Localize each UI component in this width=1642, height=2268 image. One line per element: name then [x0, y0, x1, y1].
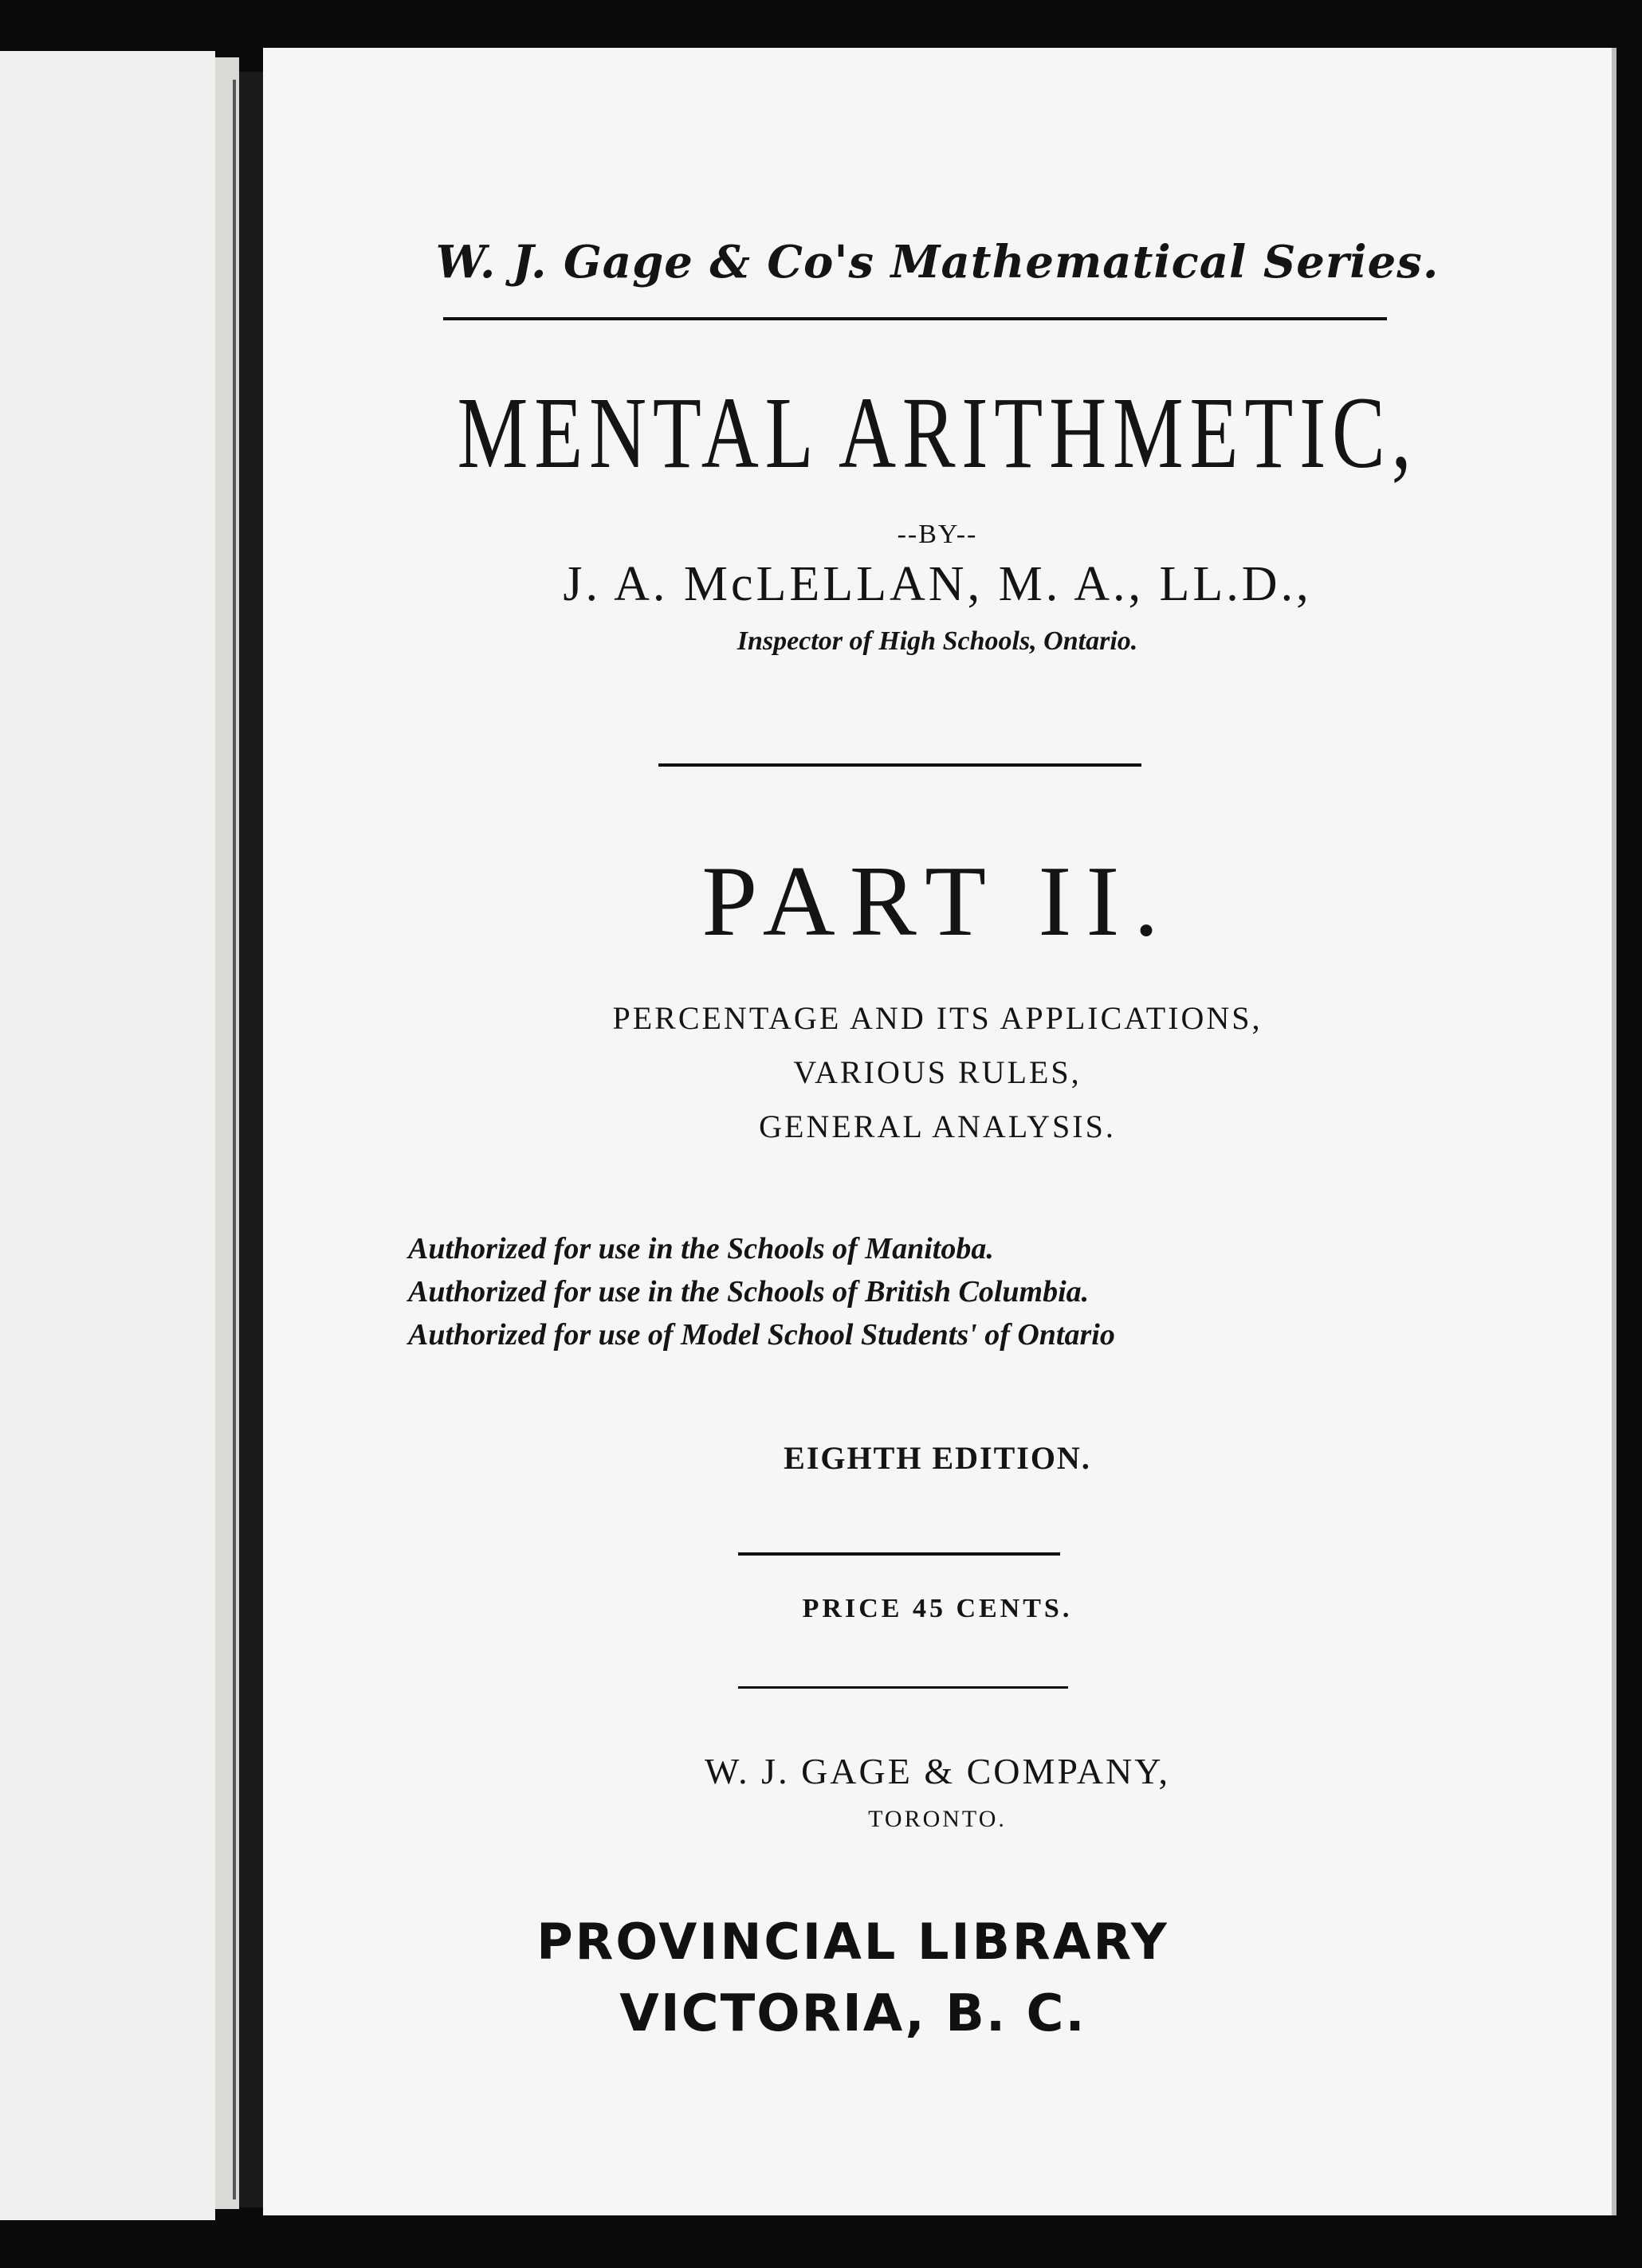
- publisher-city: TORONTO.: [868, 1806, 1007, 1832]
- divider-rule-3: [738, 1686, 1068, 1689]
- authorization-british-columbia: Authorized for use in the Schools of British Columbia.: [408, 1275, 1090, 1309]
- divider-rule-1: [658, 763, 1141, 767]
- price: PRICE 45 CENTS.: [802, 1594, 1073, 1623]
- authorizations: [408, 1227, 1115, 1356]
- authorization-manitoba: Authorized for use in the Schools of Manitoba.: [408, 1232, 994, 1265]
- publisher-name: W. J. GAGE & COMPANY,: [704, 1751, 1171, 1791]
- left-page: [0, 51, 215, 2220]
- subject-line-1: PERCENTAGE AND ITS APPLICATIONS,: [612, 1000, 1263, 1036]
- divider-rule-2: [738, 1552, 1060, 1556]
- book-title: MENTAL ARITHMETIC,: [457, 376, 1418, 489]
- by-label: --BY--: [897, 520, 978, 549]
- series-rule: [443, 317, 1387, 320]
- library-stamp-line-1: PROVINCIAL LIBRARY: [536, 1913, 1169, 1971]
- author-name: J. A. McLELLAN, M. A., LL.D.,: [563, 557, 1312, 611]
- subject-line-3: GENERAL ANALYSIS.: [759, 1108, 1116, 1144]
- spine-edge: [233, 80, 236, 2199]
- edition: EIGHTH EDITION.: [784, 1440, 1091, 1476]
- book-spine: [239, 72, 263, 2207]
- subject-line-2: VARIOUS RULES,: [793, 1054, 1082, 1090]
- library-stamp-line-2: VICTORIA, B. C.: [619, 1984, 1086, 2043]
- authorization-ontario: Authorized for use of Model School Students' of Ontario: [408, 1318, 1115, 1352]
- author-position: Inspector of High Schools, Ontario.: [737, 626, 1138, 656]
- series-heading: W. J. Gage & Co's Mathematical Series.: [435, 236, 1440, 288]
- part-heading: PART II.: [701, 846, 1173, 957]
- page-edge: [1612, 48, 1616, 2215]
